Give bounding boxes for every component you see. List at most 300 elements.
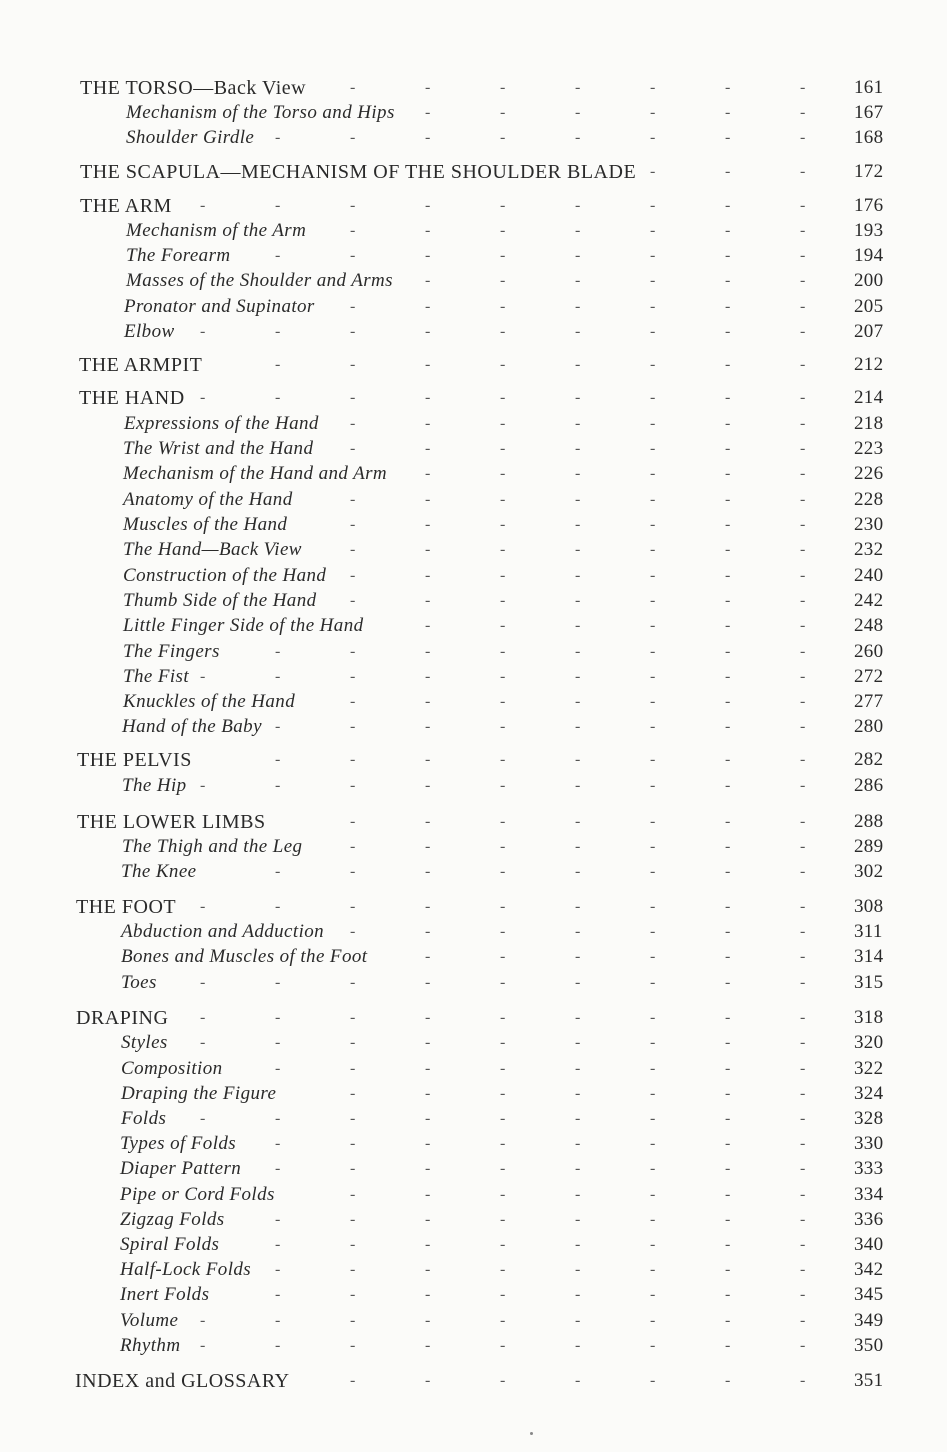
- toc-section-entry[interactable]: [123, 614, 883, 638]
- toc-entry-label: Composition: [121, 1058, 223, 1079]
- leader-dash: -: [500, 1337, 506, 1354]
- leader-dash: -: [425, 79, 431, 96]
- leader-dash: -: [350, 693, 356, 710]
- leader-dash: -: [350, 1110, 356, 1127]
- leader-dash: -: [350, 197, 356, 214]
- leader-dash: -: [650, 643, 656, 660]
- leader-dash: -: [425, 1034, 431, 1051]
- leader-dash: -: [575, 567, 581, 584]
- toc-page-number: 260: [854, 641, 884, 662]
- leader-dash: -: [350, 567, 356, 584]
- leader-dash: -: [350, 718, 356, 735]
- leader-dash: -: [350, 643, 356, 660]
- leader-dash: -: [425, 863, 431, 880]
- toc-page-number: 242: [854, 590, 884, 611]
- toc-section-entry[interactable]: [120, 1334, 883, 1358]
- leader-dash: -: [425, 1060, 431, 1077]
- toc-section-entry[interactable]: [121, 1031, 883, 1055]
- toc-page-number: 214: [854, 387, 884, 408]
- leader-dash: -: [575, 693, 581, 710]
- leader-dash: -: [425, 440, 431, 457]
- leader-dash: -: [275, 898, 281, 915]
- leader-dash: -: [575, 197, 581, 214]
- leader-dash: -: [800, 415, 806, 432]
- toc-section-entry[interactable]: [123, 538, 883, 562]
- toc-section-entry[interactable]: [120, 1233, 883, 1257]
- leader-dash: -: [650, 1372, 656, 1389]
- toc-page-number: 340: [854, 1234, 884, 1255]
- leader-dash: -: [725, 1034, 731, 1051]
- leader-dash: -: [725, 718, 731, 735]
- leader-dash: -: [650, 272, 656, 289]
- leader-dash: -: [500, 592, 506, 609]
- leader-dash: -: [350, 1060, 356, 1077]
- leader-dash: -: [275, 1286, 281, 1303]
- toc-section-entry[interactable]: [122, 835, 883, 859]
- leader-dash: -: [800, 163, 806, 180]
- leader-dash: -: [350, 974, 356, 991]
- leader-dash: -: [500, 838, 506, 855]
- leader-dash: -: [650, 1236, 656, 1253]
- leader-dash: -: [800, 356, 806, 373]
- leader-dash: -: [425, 1312, 431, 1329]
- leader-dash: -: [800, 1060, 806, 1077]
- leader-dash: -: [425, 541, 431, 558]
- toc-entry-label: The Forearm: [126, 245, 231, 266]
- toc-entry-label: THE TORSO—Back View: [80, 77, 307, 99]
- leader-dash: -: [800, 838, 806, 855]
- toc-section-entry[interactable]: [126, 244, 883, 268]
- leader-dash: -: [800, 79, 806, 96]
- toc-entry-label: Expressions of the Hand: [124, 413, 319, 434]
- leader-dash: -: [350, 1236, 356, 1253]
- toc-section-entry[interactable]: [121, 920, 883, 944]
- leader-dash: -: [800, 643, 806, 660]
- leader-dash: -: [575, 718, 581, 735]
- toc-section-entry[interactable]: [121, 1057, 883, 1081]
- toc-chapter-entry[interactable]: [79, 353, 883, 377]
- leader-dash: -: [350, 1186, 356, 1203]
- leader-dash: -: [575, 1135, 581, 1152]
- leader-dash: -: [575, 751, 581, 768]
- toc-section-entry[interactable]: [123, 690, 883, 714]
- leader-dash: -: [425, 567, 431, 584]
- leader-dash: -: [575, 222, 581, 239]
- toc-section-entry[interactable]: [121, 1107, 883, 1131]
- leader-dash: -: [575, 356, 581, 373]
- toc-page-number: 349: [854, 1310, 884, 1331]
- leader-dash: -: [350, 838, 356, 855]
- leader-dash: -: [350, 516, 356, 533]
- leader-dash: -: [650, 298, 656, 315]
- toc-section-entry[interactable]: [126, 269, 883, 293]
- leader-dash: -: [350, 79, 356, 96]
- toc-section-entry[interactable]: [120, 1132, 883, 1156]
- leader-dash: -: [500, 298, 506, 315]
- leader-dash: -: [275, 1160, 281, 1177]
- leader-dash: -: [350, 323, 356, 340]
- leader-dash: -: [725, 617, 731, 634]
- toc-section-entry[interactable]: [123, 589, 883, 613]
- toc-entry-label: Construction of the Hand: [123, 565, 327, 586]
- leader-dash: -: [725, 1236, 731, 1253]
- leader-dash: -: [650, 197, 656, 214]
- leader-dash: -: [575, 247, 581, 264]
- leader-dash: -: [800, 923, 806, 940]
- leader-dash: -: [425, 1085, 431, 1102]
- leader-dash: -: [350, 1372, 356, 1389]
- leader-dash: -: [350, 1034, 356, 1051]
- toc-entry-label: Anatomy of the Hand: [123, 489, 293, 510]
- leader-dash: -: [500, 718, 506, 735]
- toc-entry-label: Draping the Figure: [121, 1083, 277, 1104]
- leader-dash: -: [500, 1085, 506, 1102]
- leader-dash: -: [425, 1337, 431, 1354]
- toc-chapter-entry[interactable]: [79, 386, 883, 410]
- toc-entry-label: Muscles of the Hand: [123, 514, 288, 535]
- leader-dash: -: [200, 974, 206, 991]
- toc-page-number: 212: [854, 354, 884, 375]
- leader-dash: -: [500, 567, 506, 584]
- toc-page-number: 342: [854, 1259, 884, 1280]
- leader-dash: -: [725, 813, 731, 830]
- leader-dash: -: [200, 1312, 206, 1329]
- leader-dash: -: [275, 389, 281, 406]
- leader-dash: -: [650, 1034, 656, 1051]
- toc-entry-label: Spiral Folds: [120, 1234, 220, 1255]
- toc-section-entry[interactable]: [120, 1283, 883, 1307]
- toc-section-entry[interactable]: [126, 126, 883, 150]
- toc-entry-label: Mechanism of the Torso and Hips: [126, 102, 395, 123]
- toc-section-entry[interactable]: [121, 945, 883, 969]
- toc-section-entry[interactable]: [124, 295, 883, 319]
- leader-dash: -: [200, 1110, 206, 1127]
- leader-dash: -: [425, 643, 431, 660]
- toc-page-number: 223: [854, 438, 884, 459]
- leader-dash: -: [275, 129, 281, 146]
- leader-dash: -: [800, 1160, 806, 1177]
- leader-dash: -: [275, 1337, 281, 1354]
- toc-section-entry[interactable]: [124, 320, 883, 344]
- toc-page-number: 205: [854, 296, 884, 317]
- leader-dash: -: [500, 1236, 506, 1253]
- leader-dash: -: [800, 465, 806, 482]
- toc-chapter-entry[interactable]: [77, 748, 883, 772]
- toc-page-number: 200: [854, 270, 884, 291]
- leader-dash: -: [725, 1060, 731, 1077]
- leader-dash: -: [725, 898, 731, 915]
- toc-page-number: 328: [854, 1108, 884, 1129]
- leader-dash: -: [725, 1286, 731, 1303]
- leader-dash: -: [425, 1286, 431, 1303]
- toc-section-entry[interactable]: [123, 437, 883, 461]
- leader-dash: -: [575, 1160, 581, 1177]
- leader-dash: -: [650, 356, 656, 373]
- toc-chapter-entry[interactable]: [80, 194, 883, 218]
- leader-dash: -: [650, 567, 656, 584]
- toc-page-number: 168: [854, 127, 884, 148]
- leader-dash: -: [800, 491, 806, 508]
- leader-dash: -: [725, 298, 731, 315]
- toc-entry-label: Abduction and Adduction: [121, 921, 325, 942]
- leader-dash: -: [800, 104, 806, 121]
- leader-dash: -: [650, 777, 656, 794]
- leader-dash: -: [425, 465, 431, 482]
- leader-dash: -: [575, 1034, 581, 1051]
- toc-page-number: 161: [854, 77, 884, 98]
- leader-dash: -: [725, 415, 731, 432]
- leader-dash: -: [725, 222, 731, 239]
- leader-dash: -: [575, 1312, 581, 1329]
- leader-dash: -: [500, 668, 506, 685]
- leader-dash: -: [800, 592, 806, 609]
- leader-dash: -: [800, 974, 806, 991]
- leader-dash: -: [425, 693, 431, 710]
- leader-dash: -: [500, 1372, 506, 1389]
- leader-dash: -: [650, 813, 656, 830]
- leader-dash: -: [650, 592, 656, 609]
- leader-dash: -: [500, 1312, 506, 1329]
- leader-dash: -: [650, 923, 656, 940]
- toc-page-number: 311: [854, 921, 883, 942]
- leader-dash: -: [425, 668, 431, 685]
- toc-entry-label: DRAPING: [76, 1007, 169, 1029]
- toc-entry-label: THE PELVIS: [77, 749, 192, 771]
- leader-dash: -: [725, 272, 731, 289]
- leader-dash: -: [800, 1286, 806, 1303]
- leader-dash: -: [650, 974, 656, 991]
- leader-dash: -: [425, 838, 431, 855]
- leader-dash: -: [650, 1135, 656, 1152]
- leader-dash: -: [350, 1135, 356, 1152]
- leader-dash: -: [500, 751, 506, 768]
- leader-dash: -: [575, 1060, 581, 1077]
- leader-dash: -: [650, 163, 656, 180]
- leader-dash: -: [425, 1110, 431, 1127]
- toc-entry-label: Diaper Pattern: [120, 1158, 242, 1179]
- toc-entry-label: Shoulder Girdle: [126, 127, 255, 148]
- leader-dash: -: [200, 1034, 206, 1051]
- leader-dash: -: [500, 813, 506, 830]
- toc-section-entry[interactable]: [120, 1208, 883, 1232]
- leader-dash: -: [725, 1337, 731, 1354]
- toc-entry-label: Rhythm: [120, 1335, 181, 1356]
- leader-dash: -: [725, 948, 731, 965]
- leader-dash: -: [500, 491, 506, 508]
- leader-dash: -: [350, 1286, 356, 1303]
- toc-page-number: 318: [854, 1007, 884, 1028]
- leader-dash: -: [425, 298, 431, 315]
- leader-dash: -: [575, 592, 581, 609]
- leader-dash: -: [650, 1337, 656, 1354]
- toc-chapter-entry[interactable]: [80, 76, 883, 100]
- leader-dash: -: [650, 516, 656, 533]
- leader-dash: -: [575, 923, 581, 940]
- leader-dash: -: [575, 1372, 581, 1389]
- leader-dash: -: [350, 541, 356, 558]
- toc-page-number: 308: [854, 896, 884, 917]
- toc-entry-label: Little Finger Side of the Hand: [123, 615, 364, 636]
- leader-dash: -: [425, 718, 431, 735]
- leader-dash: -: [725, 863, 731, 880]
- toc-chapter-entry[interactable]: [75, 1369, 883, 1393]
- toc-chapter-entry[interactable]: [76, 1006, 883, 1030]
- toc-entry-label: Volume: [120, 1310, 179, 1331]
- toc-section-entry[interactable]: [126, 219, 883, 243]
- leader-dash: -: [800, 813, 806, 830]
- leader-dash: -: [800, 222, 806, 239]
- toc-entry-label: THE ARMPIT: [79, 354, 203, 376]
- leader-dash: -: [725, 1085, 731, 1102]
- leader-dash: -: [650, 898, 656, 915]
- toc-entry-label: The Wrist and the Hand: [123, 438, 314, 459]
- leader-dash: -: [575, 898, 581, 915]
- leader-dash: -: [575, 1009, 581, 1026]
- leader-dash: -: [725, 1110, 731, 1127]
- leader-dash: -: [200, 777, 206, 794]
- toc-entry-label: Mechanism of the Arm: [126, 220, 307, 241]
- toc-section-entry[interactable]: [126, 101, 883, 125]
- leader-dash: -: [575, 440, 581, 457]
- leader-dash: -: [575, 1236, 581, 1253]
- leader-dash: -: [575, 1261, 581, 1278]
- leader-dash: -: [425, 974, 431, 991]
- leader-dash: -: [800, 1236, 806, 1253]
- toc-page-number: 334: [854, 1184, 884, 1205]
- leader-dash: -: [275, 1034, 281, 1051]
- leader-dash: -: [350, 751, 356, 768]
- leader-dash: -: [800, 516, 806, 533]
- leader-dash: -: [800, 693, 806, 710]
- leader-dash: -: [800, 272, 806, 289]
- leader-dash: -: [275, 1261, 281, 1278]
- toc-page-number: 336: [854, 1209, 884, 1230]
- leader-dash: -: [275, 1135, 281, 1152]
- toc-page-number: 176: [854, 195, 884, 216]
- leader-dash: -: [500, 863, 506, 880]
- toc-section-entry[interactable]: [122, 715, 883, 739]
- toc-page-number: 277: [854, 691, 884, 712]
- toc-section-entry[interactable]: [123, 462, 883, 486]
- leader-dash: -: [800, 1009, 806, 1026]
- toc-entry-label: THE FOOT: [76, 896, 177, 918]
- leader-dash: -: [800, 718, 806, 735]
- toc-entry-label: The Fingers: [123, 641, 220, 662]
- leader-dash: -: [500, 1211, 506, 1228]
- leader-dash: -: [575, 491, 581, 508]
- leader-dash: -: [800, 1211, 806, 1228]
- leader-dash: -: [725, 974, 731, 991]
- leader-dash: -: [425, 222, 431, 239]
- leader-dash: -: [200, 389, 206, 406]
- leader-dash: -: [575, 617, 581, 634]
- toc-chapter-entry[interactable]: [77, 810, 883, 834]
- leader-dash: -: [425, 389, 431, 406]
- leader-dash: -: [500, 465, 506, 482]
- toc-page-number: 333: [854, 1158, 884, 1179]
- toc-section-entry[interactable]: [120, 1258, 883, 1282]
- toc-section-entry[interactable]: [123, 564, 883, 588]
- toc-chapter-entry[interactable]: [76, 895, 883, 919]
- leader-dash: -: [575, 813, 581, 830]
- leader-dash: -: [650, 718, 656, 735]
- toc-page-number: 322: [854, 1058, 884, 1079]
- leader-dash: -: [725, 1160, 731, 1177]
- leader-dash: -: [650, 389, 656, 406]
- toc-page-number: 194: [854, 245, 884, 266]
- leader-dash: -: [650, 1211, 656, 1228]
- toc-section-entry[interactable]: [120, 1309, 883, 1333]
- leader-dash: -: [575, 974, 581, 991]
- leader-dash: -: [800, 1034, 806, 1051]
- toc-section-entry[interactable]: [120, 1183, 883, 1207]
- toc-section-entry[interactable]: [123, 665, 883, 689]
- leader-dash: -: [725, 1186, 731, 1203]
- toc-section-entry[interactable]: [123, 513, 883, 537]
- toc-section-entry[interactable]: [122, 774, 883, 798]
- leader-dash: -: [500, 948, 506, 965]
- toc-section-entry[interactable]: [121, 1082, 883, 1106]
- toc-section-entry[interactable]: [121, 860, 883, 884]
- toc-section-entry[interactable]: [121, 971, 883, 995]
- toc-chapter-entry[interactable]: [80, 160, 883, 184]
- leader-dash: -: [650, 465, 656, 482]
- toc-section-entry[interactable]: [123, 488, 883, 512]
- toc-page-number: 167: [854, 102, 884, 123]
- toc-entry-label: The Thigh and the Leg: [122, 836, 303, 857]
- leader-dash: -: [650, 1085, 656, 1102]
- toc-page-number: 228: [854, 489, 884, 510]
- leader-dash: -: [650, 415, 656, 432]
- toc-section-entry[interactable]: [123, 640, 883, 664]
- toc-page-number: 280: [854, 716, 884, 737]
- toc-page-number: 345: [854, 1284, 884, 1305]
- leader-dash: -: [725, 389, 731, 406]
- leader-dash: -: [500, 356, 506, 373]
- toc-entry-label: Half-Lock Folds: [120, 1259, 252, 1280]
- leader-dash: -: [200, 323, 206, 340]
- leader-dash: -: [275, 1009, 281, 1026]
- leader-dash: -: [425, 516, 431, 533]
- toc-entry-label: The Hand—Back View: [123, 539, 302, 560]
- toc-entry-label: Folds: [121, 1108, 167, 1129]
- leader-dash: -: [500, 1286, 506, 1303]
- toc-section-entry[interactable]: [124, 412, 883, 436]
- toc-entry-label: The Hip: [122, 775, 187, 796]
- leader-dash: -: [350, 1312, 356, 1329]
- leader-dash: -: [275, 974, 281, 991]
- leader-dash: -: [650, 838, 656, 855]
- leader-dash: -: [275, 668, 281, 685]
- leader-dash: -: [350, 1085, 356, 1102]
- leader-dash: -: [575, 129, 581, 146]
- leader-dash: -: [425, 1372, 431, 1389]
- leader-dash: -: [500, 516, 506, 533]
- leader-dash: -: [500, 1160, 506, 1177]
- leader-dash: -: [200, 898, 206, 915]
- leader-dash: -: [725, 197, 731, 214]
- leader-dash: -: [725, 104, 731, 121]
- leader-dash: -: [650, 1312, 656, 1329]
- leader-dash: -: [350, 813, 356, 830]
- leader-dash: -: [650, 79, 656, 96]
- leader-dash: -: [500, 617, 506, 634]
- leader-dash: -: [425, 491, 431, 508]
- leader-dash: -: [500, 1060, 506, 1077]
- toc-page-number: 320: [854, 1032, 884, 1053]
- toc-section-entry[interactable]: [120, 1157, 883, 1181]
- leader-dash: -: [650, 323, 656, 340]
